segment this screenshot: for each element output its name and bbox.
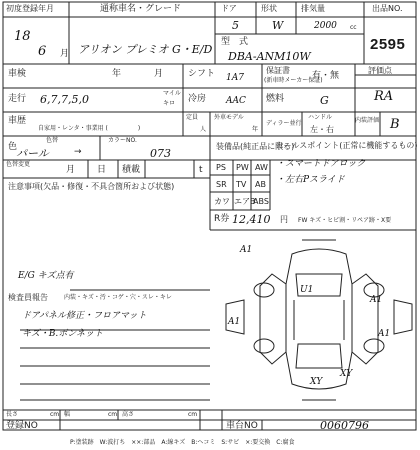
model-type-label: 型 式 bbox=[221, 37, 249, 47]
length-label: 長さ bbox=[6, 411, 19, 418]
ext-model-label: 外車モデル bbox=[214, 114, 244, 121]
equip-sr: SR bbox=[216, 180, 227, 189]
history-label: 車歴 bbox=[8, 116, 27, 126]
shape-label: 形状 bbox=[261, 4, 277, 13]
height-unit: cm bbox=[188, 411, 198, 418]
eval-label: 評価点 bbox=[368, 66, 392, 75]
equip-tv: TV bbox=[236, 180, 247, 189]
model-type-value: DBA-ANM10W bbox=[228, 50, 311, 63]
door-label: ドア bbox=[221, 4, 237, 13]
width-label: 幅 bbox=[64, 411, 71, 418]
recycle-value: 12,410 bbox=[232, 213, 271, 226]
inspector-note-1: ドアパネル修正・フロアマット bbox=[22, 311, 147, 321]
handle-options: 左・右 bbox=[310, 125, 334, 134]
equipment-title: 装備品(純正品に限る) bbox=[216, 142, 295, 151]
date-month-unit: 月 bbox=[66, 165, 76, 175]
lot-number: 2595 bbox=[370, 36, 406, 53]
equip-ab: AB bbox=[255, 180, 266, 189]
ac-value: AAC bbox=[226, 96, 246, 106]
damage-mark-4: A1 bbox=[378, 329, 391, 339]
loading-unit: t bbox=[199, 165, 203, 175]
door-value: 5 bbox=[232, 19, 239, 32]
damage-mark-3: A1 bbox=[370, 295, 383, 305]
date-day-unit: 日 bbox=[97, 165, 107, 175]
color-label: 色 bbox=[8, 142, 18, 152]
capacity-unit: 人 bbox=[200, 126, 207, 133]
notes-label: 注意事項(欠品・修復・不具合箇所および状態) bbox=[8, 182, 175, 191]
footer-bar-text: FW キズ・ヒビ割・リペア跡・X要 bbox=[298, 217, 392, 224]
shift-label: シフト bbox=[188, 69, 216, 79]
reg-month-value: 6 bbox=[38, 44, 47, 59]
warranty-label: 保証書 bbox=[266, 66, 290, 75]
shaken-month-unit: 月 bbox=[154, 69, 164, 79]
legend: P:塗装跡 W:波打ち ××:部品 A:線キズ B:ヘコミ S:サビ ×:要交換 C:腐食 bbox=[70, 439, 295, 446]
mileage-unit-top: マイル bbox=[163, 90, 181, 97]
length-unit: cm bbox=[50, 411, 60, 418]
cc-unit: cc bbox=[350, 24, 357, 31]
interior-label: 内装評価 bbox=[355, 117, 380, 124]
chassis-no-value: 0060796 bbox=[320, 419, 369, 432]
displacement-value: 2000 bbox=[314, 21, 337, 31]
fuel-label: 燃料 bbox=[266, 94, 285, 104]
reg-year-label: 初度登録年月 bbox=[6, 4, 54, 13]
check-label: 検査員報告 bbox=[8, 293, 48, 302]
equip-pw: PW bbox=[236, 163, 249, 172]
mileage-unit-bottom: キロ bbox=[163, 100, 176, 107]
loading-label: 積載 bbox=[122, 165, 141, 175]
damage-mark-1: A1 bbox=[240, 245, 253, 255]
month-unit: 月 bbox=[60, 49, 70, 59]
shift-value: 1A7 bbox=[226, 73, 244, 83]
mileage-label: 走行 bbox=[8, 94, 27, 104]
height-label: 高さ bbox=[122, 411, 135, 418]
inspector-note-2: キズ・B.ボンネット bbox=[22, 329, 104, 339]
equip-airbag: エアB bbox=[234, 197, 256, 206]
mileage-value: 6,7,7,5,0 bbox=[40, 93, 89, 106]
check-options: 内装・キズ・汚・コゲ・穴・スレ・キレ bbox=[64, 294, 172, 301]
color-change-label: 色替 bbox=[46, 137, 59, 144]
shape-value: W bbox=[272, 19, 284, 32]
damage-mark-6: XY bbox=[340, 369, 353, 379]
damage-mark-5: XY bbox=[310, 377, 323, 387]
ac-label: 冷房 bbox=[188, 94, 207, 104]
width-unit: cm bbox=[108, 411, 118, 418]
reg-no-label: 登録NO bbox=[6, 421, 38, 431]
history-note: 自家用・レンタ・事業用 ( ) bbox=[38, 125, 141, 132]
color-change-history-label: 色替変更 bbox=[6, 161, 31, 168]
recycle-unit: 円 bbox=[280, 215, 288, 224]
fuel-value: G bbox=[320, 94, 329, 107]
equip-ps: PS bbox=[216, 163, 226, 172]
inspector-heading: E/G キズ点有 bbox=[18, 271, 74, 281]
shaken-label: 車検 bbox=[8, 69, 27, 79]
color-value: パール bbox=[16, 147, 49, 160]
color-no-value: 073 bbox=[150, 147, 171, 160]
equip-aw: AW bbox=[255, 163, 268, 172]
equip-abs: ABS bbox=[253, 197, 269, 206]
lot-label: 出品NO. bbox=[372, 4, 403, 13]
eval-value: RA bbox=[374, 89, 394, 104]
recycle-label: R券 bbox=[214, 214, 230, 224]
color-arrow: → bbox=[74, 147, 82, 157]
chassis-no-label: 車台NO bbox=[226, 421, 258, 431]
capacity-label: 定員 bbox=[186, 114, 199, 121]
interior-value: B bbox=[390, 117, 400, 132]
displacement-label: 排気量 bbox=[301, 4, 325, 13]
damage-mark-7: U1 bbox=[300, 285, 314, 295]
dealer-label: ディラー並行 bbox=[266, 120, 302, 127]
car-name-value: アリオン プレミオ G・E/D bbox=[78, 43, 213, 56]
handle-label: ハンドル bbox=[308, 114, 333, 121]
shaken-year-unit: 年 bbox=[112, 69, 122, 79]
damage-mark-2: A1 bbox=[228, 317, 241, 327]
sales-point-1: ・スマートドアロック bbox=[276, 159, 366, 169]
car-name-label: 通称車名・グレード bbox=[100, 4, 182, 14]
color-no-label: カラーNO. bbox=[108, 137, 137, 144]
equip-leather: カワ bbox=[214, 197, 230, 206]
ext-model-unit: 年 bbox=[252, 126, 259, 133]
warranty-options: 有・無 bbox=[312, 71, 340, 81]
reg-year-value: 18 bbox=[14, 29, 31, 44]
sales-point-2: ・左右Pスライド bbox=[276, 175, 345, 185]
warranty-note: (新車時メーカー保証) bbox=[264, 77, 323, 84]
sales-points-title: セールスポイント(正常に機能するもの) bbox=[276, 141, 418, 150]
